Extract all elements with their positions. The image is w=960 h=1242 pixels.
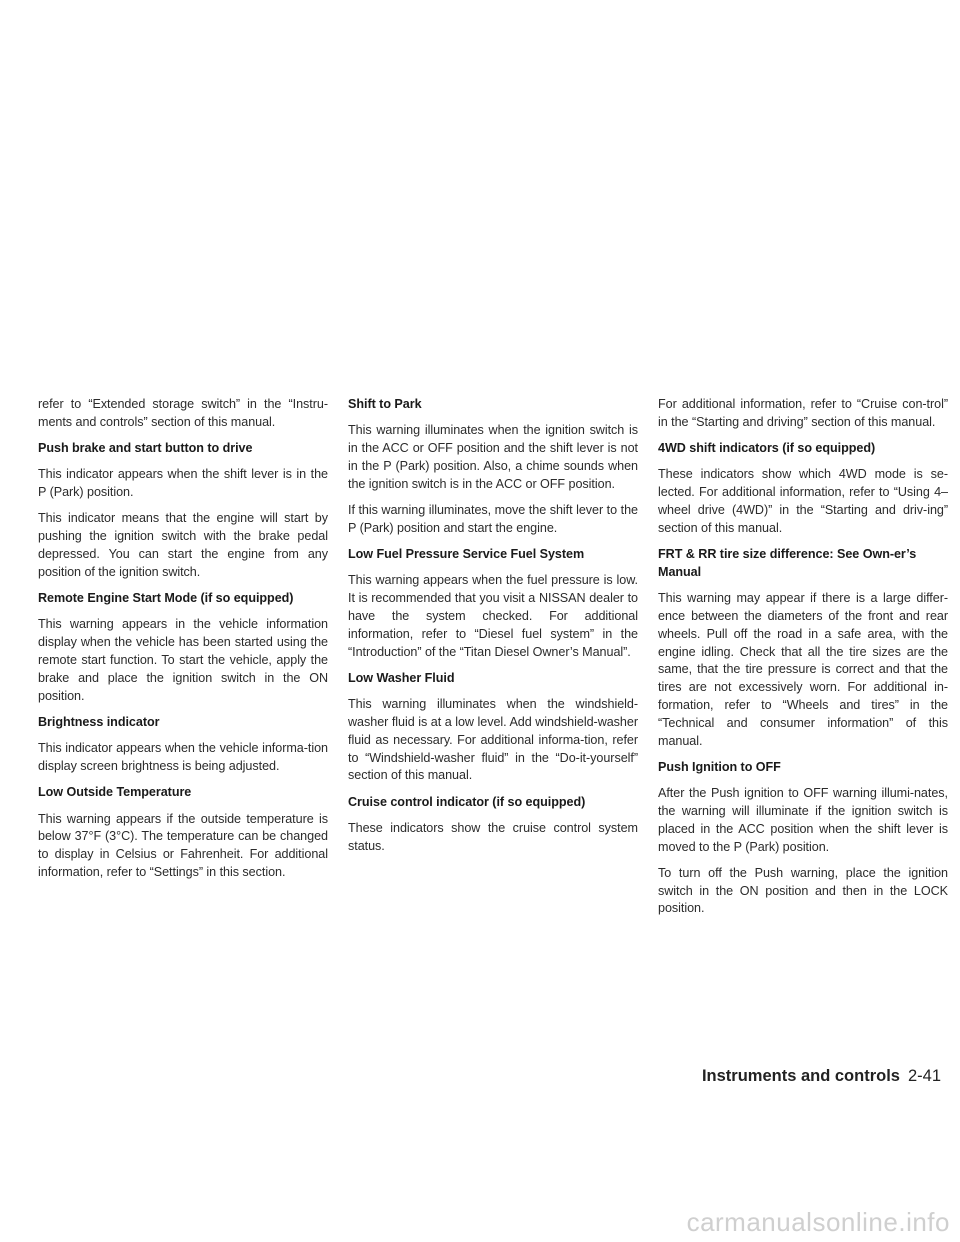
body-paragraph: This indicator means that the engine will start by pushing the ignition switch with the brake pedal depressed. You can start the engine from any position of the ignition switch. <box>38 511 328 579</box>
body-paragraph: For additional information, refer to “Cruise con-trol” in the “Starting and driving” section of this manual. <box>658 397 948 429</box>
section-heading: Push Ignition to OFF <box>658 759 781 774</box>
body-paragraph: This warning illuminates when the ignition switch is in the ACC or OFF position and the shift lever is not in the P (Park) position. Also, a chime sounds when the ignition switch is in the ACC or OFF position. <box>348 423 638 491</box>
section-heading: Push brake and start button to drive <box>38 441 253 456</box>
page-number: 2-41 <box>907 1067 941 1085</box>
body-paragraph: This warning appears in the vehicle information display when the vehicle has been started using the remote start function. To start the vehicle, apply the brake and place the ignition switch in the ON position. <box>38 617 328 703</box>
footer-section-title: Instruments and controls <box>701 1067 900 1085</box>
section-heading: 4WD shift indicators (if so equipped) <box>658 441 876 456</box>
body-paragraph: This warning appears when the fuel pressure is low. It is recommended that you visit a NISSAN dealer to have the system checked. For additional information, refer to “Diesel fuel system” in the “Introduction” of the “Titan Diesel Owner’s Manual”. <box>348 573 638 659</box>
body-paragraph: After the Push ignition to OFF warning illumi-nates, the warning will illuminate if the ignition switch is placed in the ACC position when the shift lever is moved to the P (Park) position. <box>658 786 948 854</box>
body-paragraph: To turn off the Push warning, place the ignition switch in the ON position and then in the LOCK position. <box>658 865 948 916</box>
body-paragraph: This warning illuminates when the windshield-washer fluid is at a low level. Add windshield-washer fluid as necessary. For additional informa-tion, refer to “Windshield-washer fluid” in the “Do-it-yourself” section of this manual. <box>348 697 638 783</box>
section-heading: Shift to Park <box>348 397 422 411</box>
body-paragraph: These indicators show which 4WD mode is se-lected. For additional information, refer to “Using 4–wheel drive (4WD)” in the “Starting and driv-ing” section of this manual. <box>658 467 948 535</box>
text-column-3 <box>658 396 948 927</box>
body-paragraph: This indicator appears when the shift lever is in the P (Park) position. <box>38 467 328 500</box>
section-heading: Remote Engine Start Mode (if so equipped) <box>38 591 294 606</box>
text-column-1 <box>38 396 328 890</box>
body-paragraph: This indicator appears when the vehicle informa-tion display screen brightness is being adjusted. <box>38 741 328 774</box>
section-heading: Low Washer Fluid <box>348 670 455 685</box>
body-paragraph: This warning appears if the outside temperature is below 37°F (3°C). The temperature can be changed to display in Celsius or Fahrenheit. For additional information, refer to “Settings” in this section. <box>38 811 328 880</box>
section-heading: Low Fuel Pressure Service Fuel System <box>348 547 585 562</box>
text-column-2 <box>348 396 638 864</box>
watermark: carmanualsonline.info <box>686 1207 950 1237</box>
body-paragraph: This warning may appear if there is a large differ-ence between the diameters of the front and rear wheels. Pull off the road in a safe area, with the engine idling. Check that all the tire sizes are the same, that the tire pressure is correct and that the tires are not excessively worn. For additional in-formation, refer to “Wheels and tires” in the “Technical and consumer information” of this manual. <box>658 591 948 748</box>
page-footer <box>702 1066 941 1086</box>
body-paragraph: If this warning illuminates, move the shift lever to the P (Park) position and start the engine. <box>348 502 638 535</box>
section-heading: Low Outside Temperature <box>38 785 192 800</box>
body-paragraph: refer to “Extended storage switch” in the “Instru-ments and controls” section of this manual. <box>38 397 328 429</box>
section-heading: Brightness indicator <box>38 714 160 729</box>
section-heading: FRT & RR tire size difference: See Own-er’s Manual <box>658 547 917 579</box>
section-heading: Cruise control indicator (if so equipped) <box>348 794 586 809</box>
body-paragraph: These indicators show the cruise control system status. <box>348 820 638 853</box>
